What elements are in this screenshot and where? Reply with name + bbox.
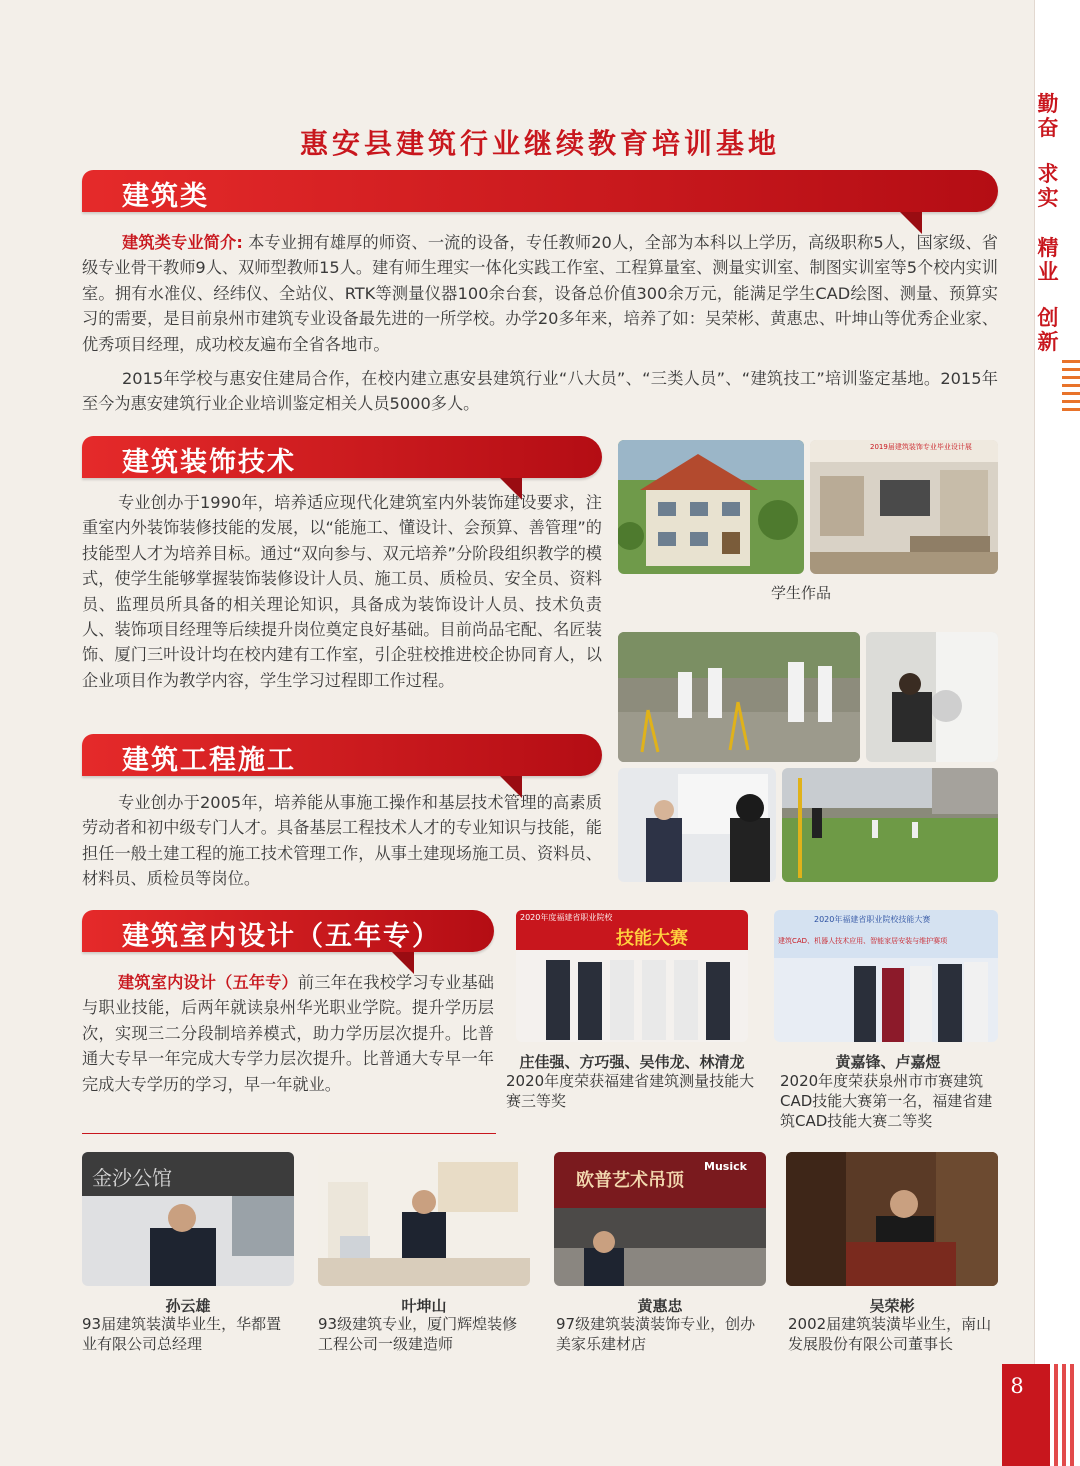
interior-photo-banner: 2019届建筑装饰专业毕业设计展 — [870, 443, 972, 451]
page-title: 惠安县建筑行业继续教育培训基地 — [299, 127, 780, 160]
alumni-photo-ye — [318, 1152, 530, 1286]
award-names-2: 黄嘉锋、卢嘉煜 — [835, 1053, 941, 1071]
alumni-photo-sun — [82, 1152, 294, 1286]
section1-intro — [82, 230, 998, 357]
section-banner-construction — [82, 734, 602, 776]
side-word-1: 勤奋 — [1037, 91, 1059, 140]
section1-paragraph2: 2015年学校与惠安住建局合作，在校内建立惠安县建筑行业“八大员”、“三类人员”、“建筑技工”培训鉴定基地。2015年至今为惠安建筑行业企业培训鉴定相关人员5000多人。 — [82, 369, 998, 414]
alumni-name-2: 叶坤山 — [401, 1297, 447, 1315]
alumni-shop-sign-brand: Musick — [704, 1160, 747, 1173]
section-banner-decoration — [82, 436, 602, 478]
section-banner-architecture — [82, 170, 998, 212]
section-banner-interior-design — [82, 910, 494, 952]
instrument-practice-photo — [866, 632, 998, 762]
house-render-photo — [618, 440, 804, 574]
student-work-caption: 学生作品 — [770, 584, 831, 602]
section-heading: 建筑工程施工 — [122, 745, 296, 776]
page-number-stripe — [1070, 1364, 1074, 1466]
side-word-3: 精业 — [1037, 235, 1059, 284]
section1-lead: 建筑类专业简介: — [122, 233, 243, 252]
divider-line — [82, 1133, 496, 1134]
field-survey-photo — [782, 768, 998, 882]
page-number-stripe — [1062, 1364, 1066, 1466]
section4-lead: 建筑室内设计（五年专） — [118, 973, 298, 992]
interior-render-photo — [810, 440, 998, 574]
alumni-photo-huang — [554, 1152, 766, 1286]
section4-text: 前三年在我校学习专业基础与职业技能，后两年就读泉州华光职业学院。提升学历层次，实现三二分段制培养模式，助力学历层次提升。比普通大专早一年完成大专学力层次提升。比普通大专早一年完成大专学历的学习，早一年就业。 — [82, 973, 494, 1094]
section4-paragraph — [82, 970, 494, 1097]
side-word-4: 创新 — [1037, 305, 1059, 354]
alumni-shop-sign: 欧普艺术吊顶 — [576, 1170, 684, 1191]
award-photo-banner-left: 2020年度福建省职业院校 — [520, 913, 613, 922]
page-number-tab — [1002, 1364, 1050, 1466]
survey-contest-team-photo — [516, 910, 748, 1042]
alumni-name-3: 黄惠忠 — [637, 1297, 683, 1315]
alumni-photo-wu — [786, 1152, 998, 1286]
cad-contest-team-photo — [774, 910, 998, 1042]
alumni-desc-2: 93级建筑专业，厦门辉煌装修工程公司一级建造师 — [318, 1315, 518, 1353]
alumni-desc-3: 97级建筑装潢装饰专业，创办美家乐建材店 — [556, 1315, 756, 1353]
award-photo-banner-left-title: 技能大赛 — [616, 928, 688, 949]
section-heading: 建筑类 — [122, 181, 209, 212]
alumni-name-4: 吴荣彬 — [869, 1297, 915, 1315]
page-number-stripe — [1054, 1364, 1058, 1466]
alumni-name-1: 孙云雄 — [165, 1297, 211, 1315]
award-photo-banner-right-sub: 建筑CAD、机器人技术应用、智能家居安装与维护赛项 — [778, 937, 948, 945]
alumni-desc-1: 93届建筑装潢毕业生，华都置业有限公司总经理 — [82, 1315, 282, 1353]
teacher-lecture-photo — [618, 768, 776, 882]
award-photo-banner-right: 2020年福建省职业院校技能大赛 — [814, 915, 931, 924]
section1-text: 本专业拥有雄厚的师资、一流的设备，专任教师20人，全部为本科以上学历，高级职称5人，国家级、省级专业骨干教师9人、双师型教师15人。建有师生理实一体化实践工作室、工程算量室、测量实训室、制图实训室等5个校内实训室。拥有水准仪、经纬仪、全站仪、RTK等测量仪器100余台套，设备总价值300余万元，能满足学生CAD绘图、测量、预算实习的需要，是目前泉州市建筑专业设备最先进的一所学校。办学20多年来，培养了如：吴荣彬、黄惠忠、叶坤山等优秀企业家、优秀项目经理，成功校友遍布全省各地市。 — [82, 233, 998, 354]
section3-paragraph: 专业创办于2005年，培养能从事施工操作和基层技术管理的高素质劳动者和初中级专门人才。具备基层工程技术人才的专业知识与技能，能担任一般土建工程的施工技术管理工作，从事土建现场施工员、资料员、材料员、质检员等岗位。 — [82, 793, 602, 889]
side-strip — [1034, 0, 1080, 1466]
surveying-practice-photo — [618, 632, 860, 762]
award-names-1: 庄佳强、方巧强、吴伟龙、林清龙 — [519, 1053, 745, 1071]
section-heading: 建筑室内设计（五年专） — [122, 921, 441, 952]
alumni-wall-sign: 金沙公馆 — [92, 1166, 172, 1190]
side-word-2: 求实 — [1037, 161, 1059, 210]
section2-paragraph: 专业创办于1990年，培养适应现代化建筑室内外装饰建设要求，注重室内外装饰装修技能的发展，以“能施工、懂设计、会预算、善管理”的技能型人才为培养目标。通过“双向参与、双元培养”分阶段组织教学的模式，使学生能够掌握装饰装修设计人员、施工员、质检员、安全员、资料员、监理员所具备的相关理论知识，具备成为装饰设计人员、技术负责人、装饰项目经理等后续提升岗位奠定良好基础。目前尚品宅配、名匠装饰、厦门三叶设计均在校内建有工作室，引企驻校推进校企协同育人，以企业项目作为教学内容，学生学习过程即工作过程。 — [82, 493, 602, 690]
award-desc-2: 2020年度荣获泉州市市赛建筑CAD技能大赛第一名，福建省建筑CAD技能大赛二等奖 — [780, 1072, 993, 1130]
page-number: 8 — [1010, 1374, 1024, 1398]
section-heading: 建筑装饰技术 — [122, 447, 296, 478]
alumni-desc-4: 2002届建筑装潢毕业生，南山发展股份有限公司董事长 — [788, 1315, 992, 1353]
award-desc-1: 2020年度荣获福建省建筑测量技能大赛三等奖 — [506, 1072, 755, 1110]
